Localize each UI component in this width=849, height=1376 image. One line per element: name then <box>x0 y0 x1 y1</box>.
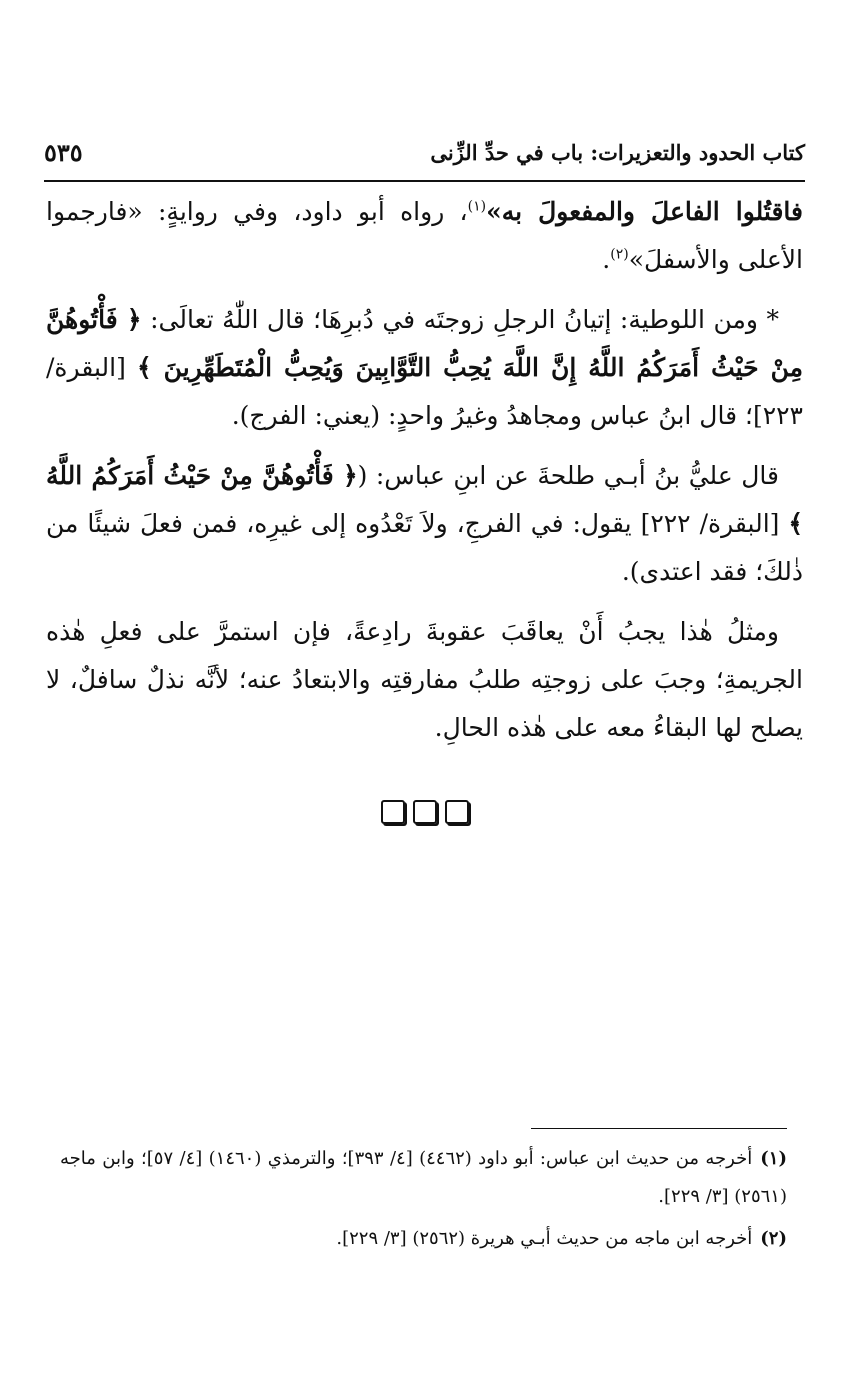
verse-citation: [البقرة/ ٢٢٣]؛ <box>46 353 803 430</box>
intro-text: * ومن اللوطية: إتيانُ الرجلِ زوجتَه في دُبرِهَا؛ قال اللّٰهُ تعالَى: <box>150 305 780 334</box>
quran-verse: ﴿ فَأْتُوهُنَّ مِنْ حَيْثُ أَمَرَكُمُ اللَّهُ إِنَّ اللَّهَ يُحِبُّ التَّوَّابِينَ وَيُحِبُّ الْمُتَطَهِّرِينَ ﴾ <box>46 305 803 382</box>
quran-verse: ﴿ فَأْتُوهُنَّ مِنْ حَيْثُ أَمَرَكُمُ اللَّهُ ﴾ <box>46 461 803 538</box>
footnote-divider <box>531 1128 787 1129</box>
paragraph-hadith-continuation <box>46 188 803 284</box>
sentence-end: . <box>602 245 611 274</box>
footnote-ref-1[interactable]: (١) <box>467 198 487 215</box>
footnote-number: (٢) <box>760 1228 787 1249</box>
square-icon <box>413 800 437 824</box>
paragraph-punishment <box>46 608 803 752</box>
header-divider <box>44 180 805 182</box>
footnote-text: أخرجه من حديث ابن عباس: أبو داود (٤٤٦٢) [٤/ ٣٩٣]؛ والترمذي (١٤٦٠) [٤/ ٥٧]؛ وابن ماجه (٢٥٦١) [٣/ ٢٢٩]. <box>60 1148 787 1207</box>
paragraph-ibn-abbas <box>46 452 803 596</box>
three-squares-ornament-icon <box>0 800 849 828</box>
ruling-text: ومثلُ هٰذا يجبُ أَنْ يعاقَبَ عقوبةَ رادِعةً، فإن استمرَّ على فعلِ هٰذه الجريمةِ؛ وجبَ على زوجتِه طلبُ مفارقتِه والابتعادُ عنه؛ لأنَّه نذلٌ سافلٌ، لا يصلح لها البقاءُ معه على هٰذه الحالِ. <box>46 617 803 742</box>
footnote-number: (١) <box>760 1148 787 1169</box>
hadith-text: فاقتُلوا الفاعلَ والمفعولَ به» <box>486 197 803 226</box>
footnotes <box>60 1140 787 1262</box>
narration-intro: قال عليُّ بنُ أبـي طلحةَ عن ابنِ عباس: ( <box>357 461 779 490</box>
square-icon <box>445 800 469 824</box>
main-text <box>46 188 803 764</box>
paragraph-sodomy-wife <box>46 296 803 440</box>
footnote-1 <box>60 1140 787 1216</box>
narration-text: ، رواه أبو داود، وفي روايةٍ: «فارجموا الأعلى والأسفلَ» <box>46 197 803 274</box>
commentary-text: قال ابنُ عباس ومجاهدُ وغيرُ واحدٍ: (يعني: الفرج). <box>231 401 738 430</box>
commentary-text: يقول: في الفرجِ، ولاَ تَعْدُوه إلى غيرِه، فمن فعلَ شيئًا من ذٰلكَ؛ فقد اعتدى). <box>46 509 803 586</box>
running-header <box>44 132 805 178</box>
square-icon <box>381 800 405 824</box>
footnote-2 <box>60 1220 787 1258</box>
footnote-ref-2[interactable]: (٢) <box>610 246 629 263</box>
footnote-text: أخرجه ابن ماجه من حديث أبـي هريرة (٢٥٦٢) [٣/ ٢٢٩]. <box>336 1228 753 1249</box>
chapter-title: كتاب الحدود والتعزيرات: باب في حدِّ الزِّنى <box>430 140 805 165</box>
page-number: ٥٣٥ <box>44 138 83 167</box>
verse-citation: [البقرة/ ٢٢٢] <box>640 509 780 538</box>
